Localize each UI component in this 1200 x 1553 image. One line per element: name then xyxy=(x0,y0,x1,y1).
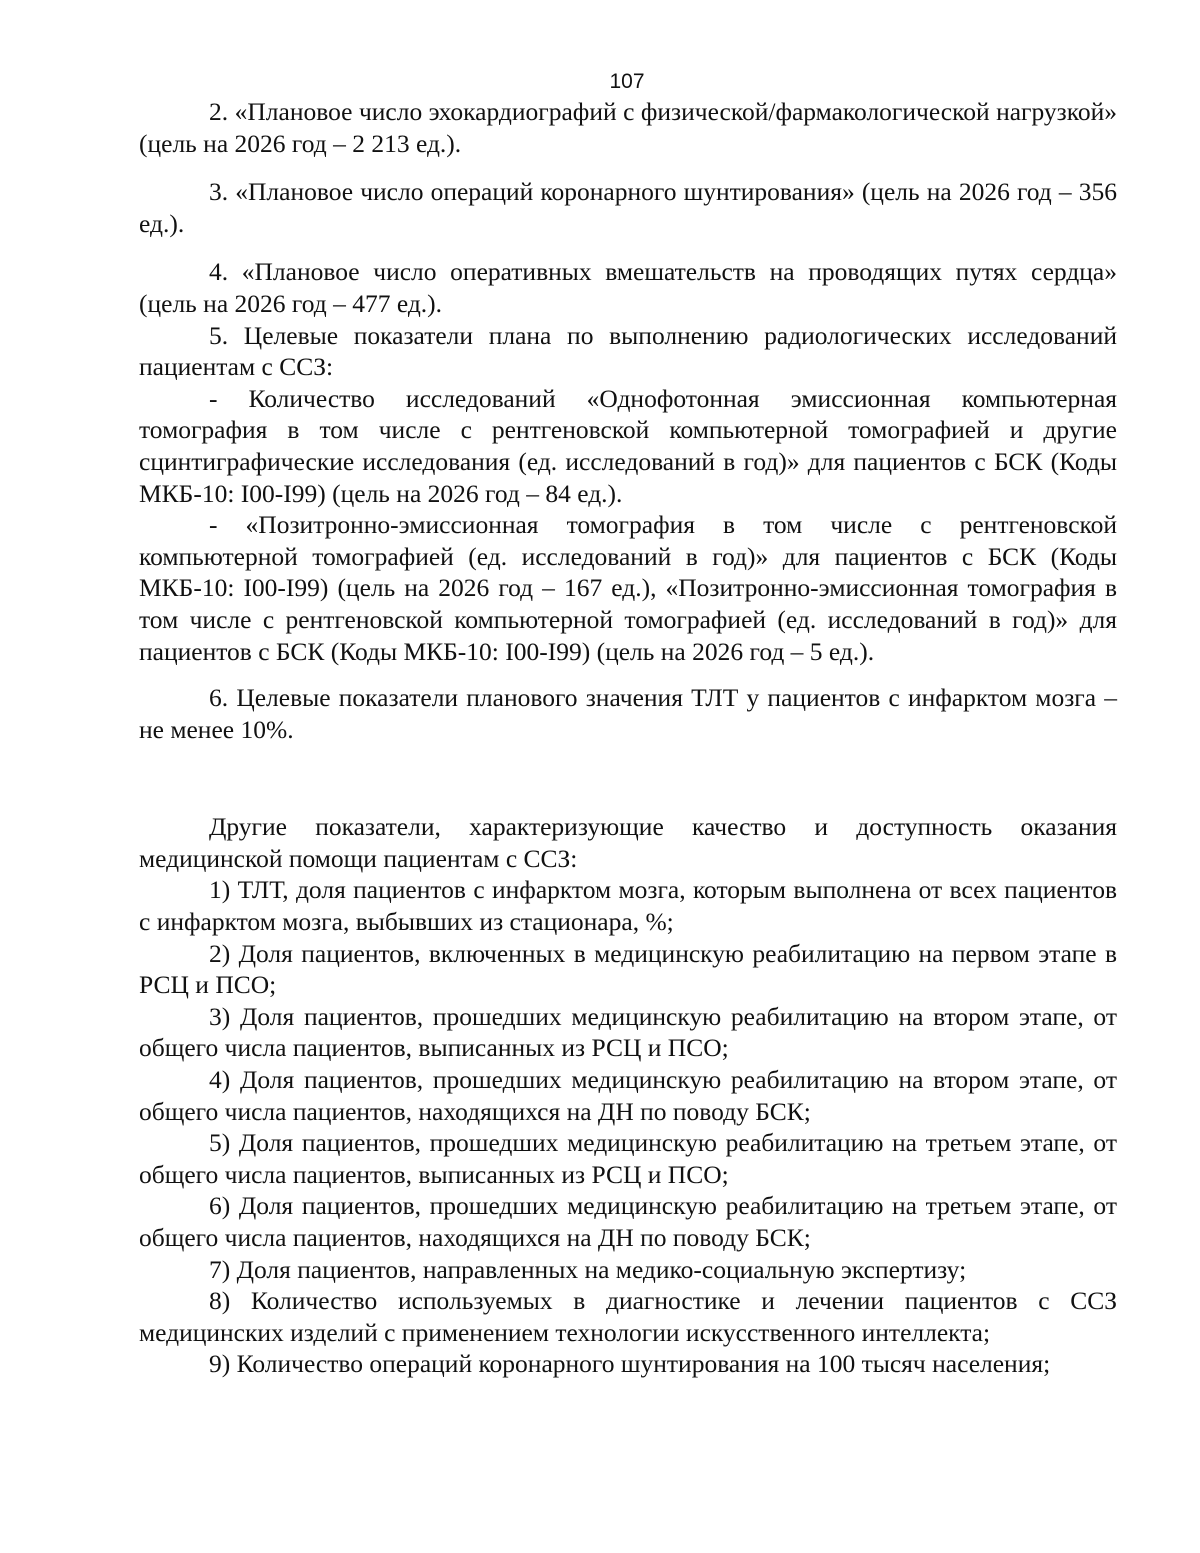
paragraph-item-3: 3. «Плановое число операций коронарного шунтирования» (цель на 2026 год – 356 ед.). xyxy=(139,177,1117,238)
document-body xyxy=(139,96,1117,1380)
list-item-7: 7) Доля пациентов, направленных на медико-социальную экспертизу; xyxy=(209,1254,967,1284)
list-item-5: 5) Доля пациентов, прошедших медицинскую реабилитацию на третьем этапе, от общего числа пациентов, выписанных из РСЦ и ПСО; xyxy=(139,1128,1117,1189)
paragraph-item-5: 5. Целевые показатели плана по выполнению радиологических исследований пациентам с ССЗ: xyxy=(139,320,1117,382)
paragraph-item-5-spect: - Количество исследований «Однофотонная эмиссионная компьютерная томография в том числе с рентгеновской компьютерной томографией и другие сцинтиграфические исследования (ед. исследований в год)» для пациентов с БСК (Коды МКБ-10: I00-I99) (цель на 2026 год – 84 ед.). xyxy=(139,383,1117,508)
list-item-1: 1) ТЛТ, доля пациентов с инфарктом мозга, которым выполнена от всех пациентов с инфарктом мозга, выбывших из стационара, %; xyxy=(139,875,1117,937)
list-item-8: 8) Количество используемых в диагностике и лечении пациентов с ССЗ медицинских изделий с применением технологии искусственного интеллекта; xyxy=(139,1286,1117,1347)
list-item-9: 9) Количество операций коронарного шунтирования на 100 тысяч населения; xyxy=(209,1349,1051,1379)
list-item-3: 3) Доля пациентов, прошедших медицинскую реабилитацию на втором этапе, от общего числа пациентов, выписанных из РСЦ и ПСО; xyxy=(139,1001,1117,1063)
other-indicators-intro: Другие показатели, характеризующие качество и доступность оказания медицинской помощи пациентам с ССЗ: xyxy=(139,812,1117,873)
list-item-4: 4) Доля пациентов, прошедших медицинскую реабилитацию на втором этапе, от общего числа пациентов, находящихся на ДН по поводу БСК; xyxy=(139,1065,1117,1126)
paragraph-item-6: 6. Целевые показатели планового значения ТЛТ у пациентов с инфарктом мозга – не менее 10%. xyxy=(139,683,1117,744)
paragraph-item-5-pet: - «Позитронно-эмиссионная томография в том числе с рентгеновской компьютерной томографией (ед. исследований в год)» для пациентов с БСК (Коды МКБ-10: I00-I99) (цель на 2026 год – 167 ед.), «Позитронно-эмиссионная томография в том числе с рентгеновской компьютерной томографией (ед. исследований в год)» для пациентов с БСК (Коды МКБ-10: I00-I99) (цель на 2026 год – 5 ед.). xyxy=(139,510,1117,666)
paragraph-item-4: 4. «Плановое число оперативных вмешательств на проводящих путях сердца» (цель на 2026 год – 477 ед.). xyxy=(139,257,1117,318)
paragraph-item-2: 2. «Плановое число эхокардиографий с физической/фармакологической нагрузкой» (цель на 2026 год – 2 213 ед.). xyxy=(139,97,1117,158)
list-item-6: 6) Доля пациентов, прошедших медицинскую реабилитацию на третьем этапе, от общего числа пациентов, находящихся на ДН по поводу БСК; xyxy=(139,1191,1117,1252)
page-number: 107 xyxy=(609,70,645,93)
list-item-2: 2) Доля пациентов, включенных в медицинскую реабилитацию на первом этапе в РСЦ и ПСО; xyxy=(139,938,1117,1000)
